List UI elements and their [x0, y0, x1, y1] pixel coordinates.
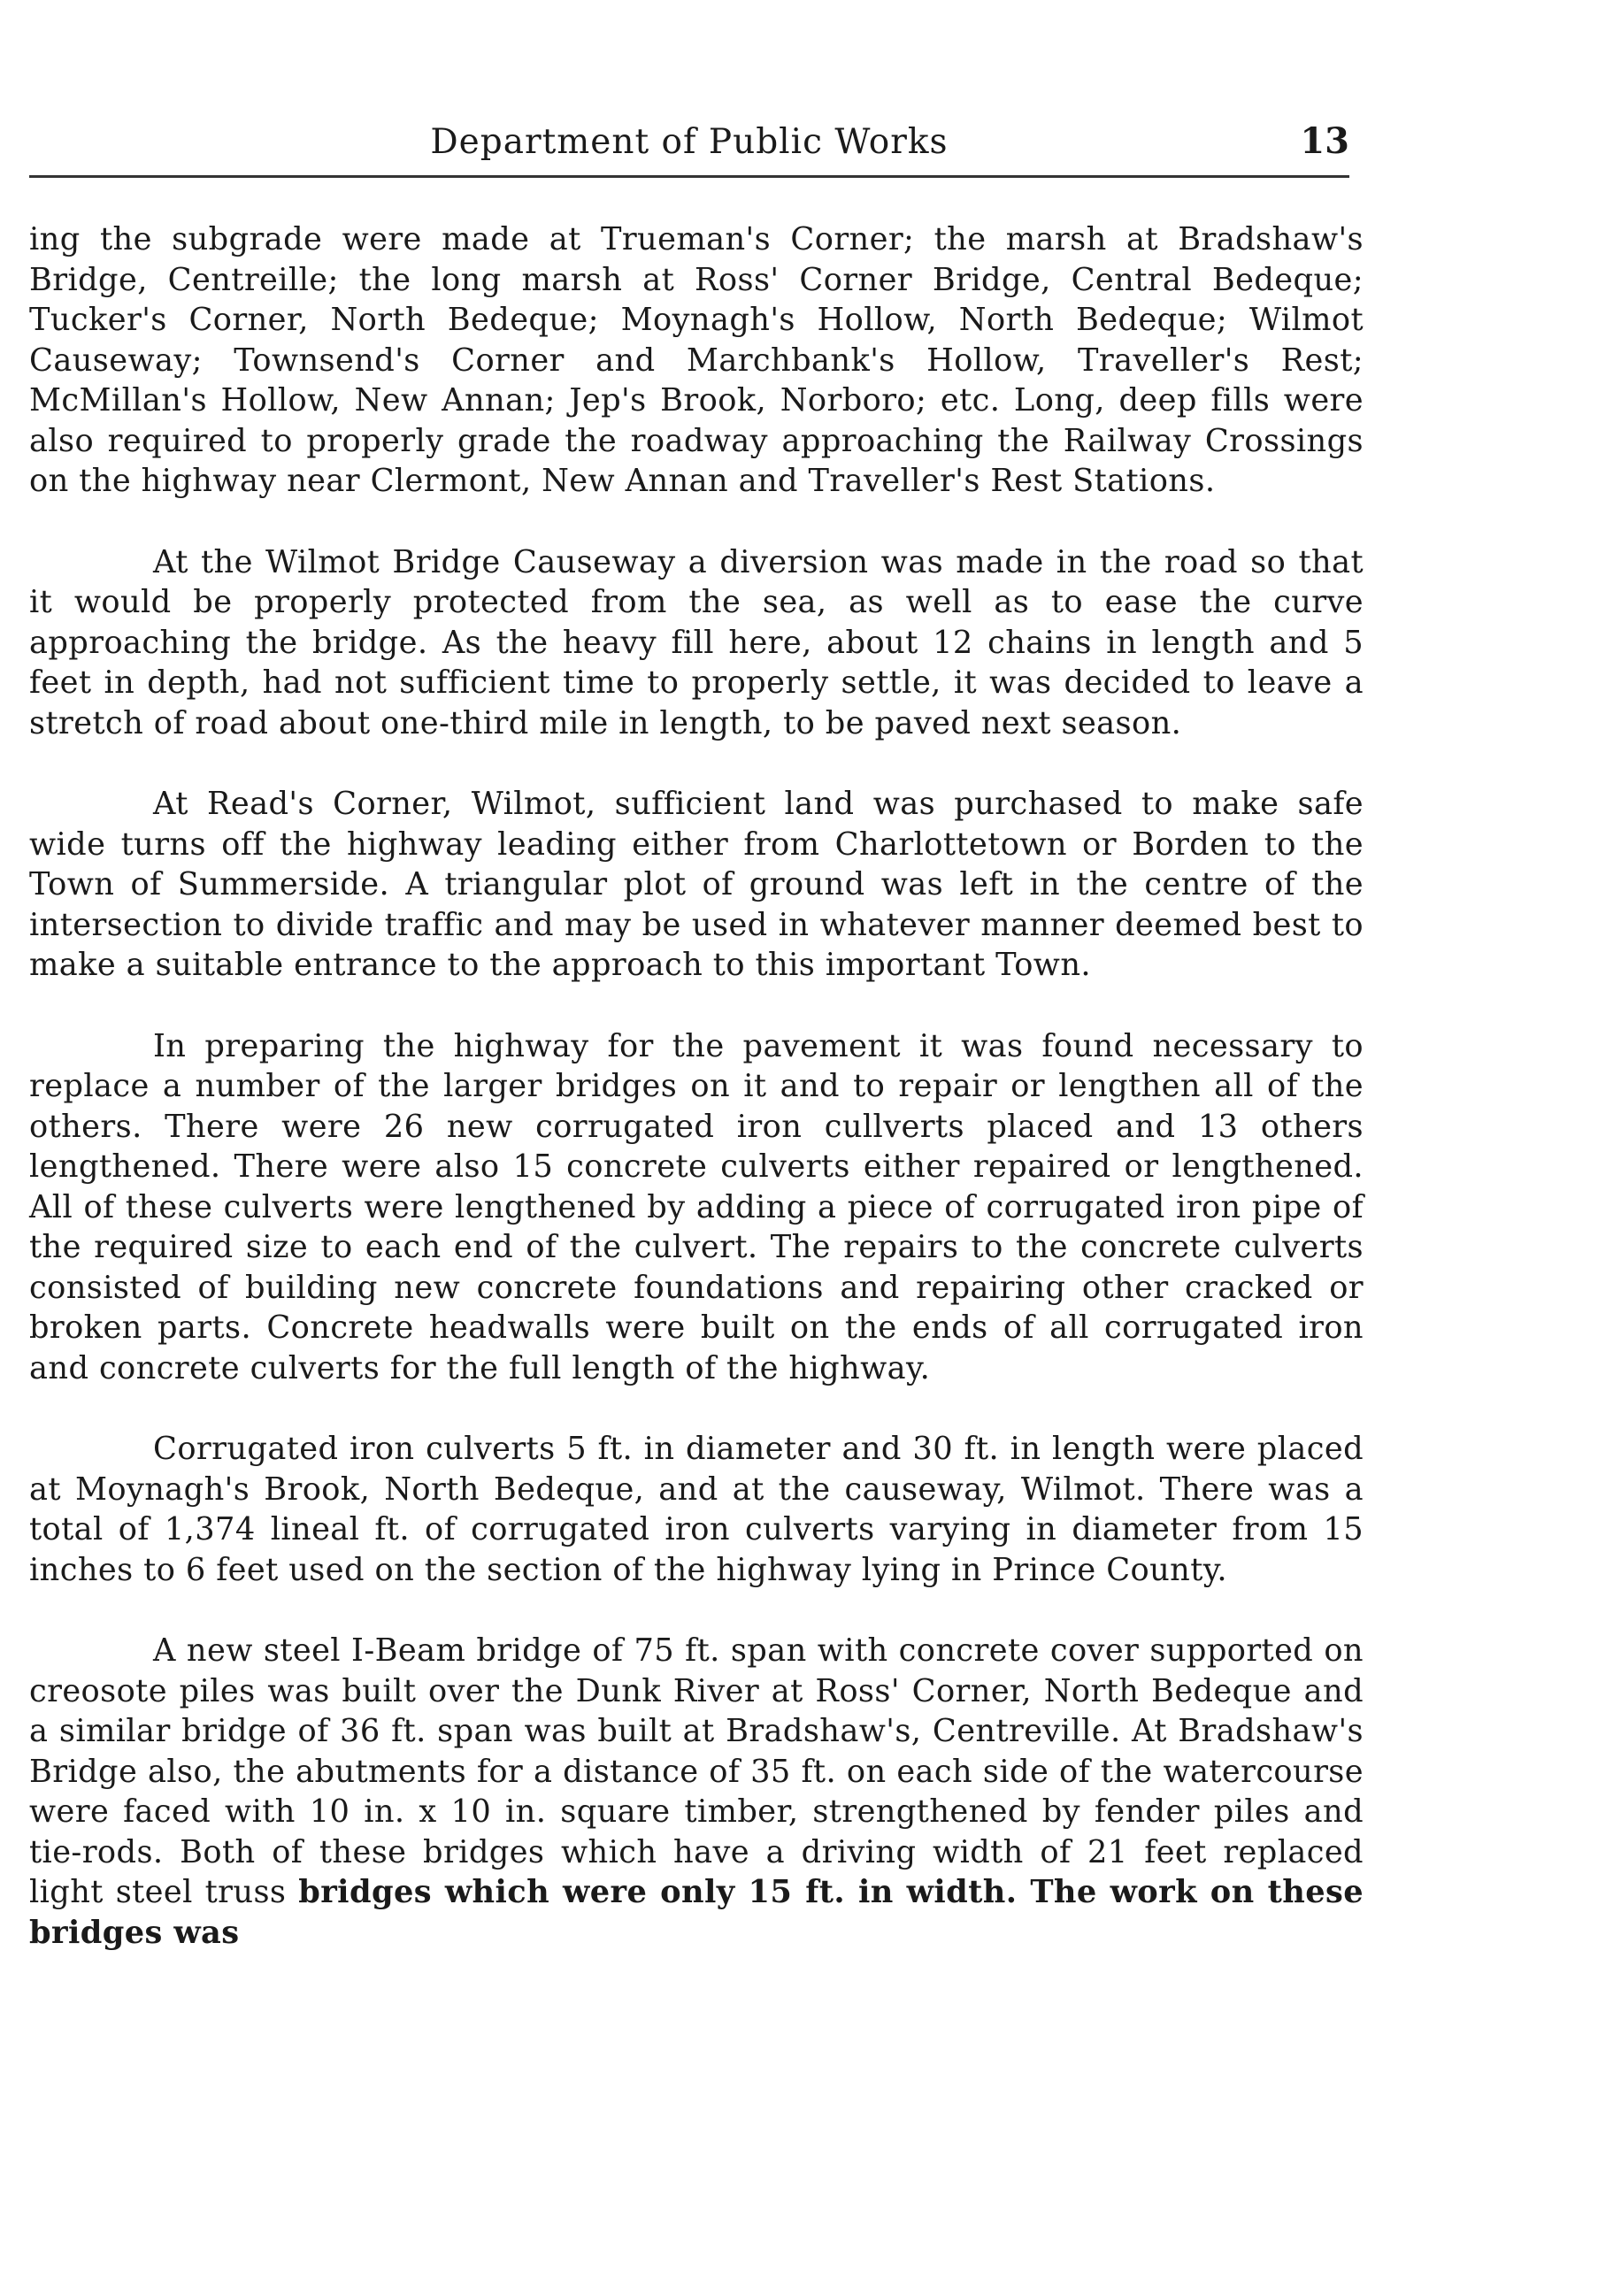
paragraph-2: At the Wilmot Bridge Causeway a diversion was made in the road so that it would be properly protected from the sea, as well as to ease the curve approaching the bridge. As the heavy fill here, about 12 chains in length and 5 feet in depth, had not sufficient time to properly settle, it was decided to leave a stretch of road about one-third mile in length, to be paved next season. — [29, 543, 1364, 741]
paragraph-6 — [29, 1631, 1364, 1953]
body-text — [29, 219, 1364, 1953]
running-title: Department of Public Works — [430, 122, 949, 162]
page-number: 13 — [1300, 120, 1349, 162]
paragraph-3: At Read's Corner, Wilmot, sufficient land was purchased to make safe wide turns off the highway leading either from Charlottetown or Borden to the Town of Summerside. A triangular plot of ground was left in the centre of the intersection to divide traffic and may be used in whatever manner deemed best to make a suitable entrance to the approach to this important Town. — [29, 786, 1364, 983]
paragraph-4: In preparing the highway for the pavement it was found necessary to replace a number of the larger bridges on it and to repair or lengthen all of the others. There were 26 new corrugated iron cullverts placed and 13 others lengthened. There were also 15 concrete culverts either repaired or lengthened. All of these culverts were lengthened by adding a piece of corrugated iron pipe of the required size to each end of the culvert. The repairs to the concrete culverts consisted of building new concrete foundations and repairing other cracked or broken parts. Concrete headwalls were built on the ends of all corrugated iron and concrete culverts for the full length of the highway. — [29, 1027, 1364, 1386]
paragraph-1: ing the subgrade were made at Trueman's Corner; the marsh at Bradshaw's Bridge, Centreille; the long marsh at Ross' Corner Bridge, Central Bedeque; Tucker's Corner, North Bedeque; Moynagh's Hollow, North Bedeque; Wilmot Causeway; Townsend's Corner and Marchbank's Hollow, Traveller's Rest; McMillan's Hollow, New Annan; Jep's Brook, Norboro; etc. Long, deep fills were also required to properly grade the roadway approaching the Railway Crossings on the highway near Clermont, New Annan and Traveller's Rest Stations. — [29, 221, 1364, 499]
paragraph-6-tail: bridges which were only 15 ft. in width. The work on these bridges was — [29, 1874, 1364, 1951]
running-header — [29, 113, 1349, 178]
paragraph-6-text: A new steel I-Beam bridge of 75 ft. span with concrete cover supported on creosote piles was built over the Dunk River at Ross' Corner, North Bedeque and a similar bridge of 36 ft. span was built at Bradshaw's, Centreville. At Bradshaw's Bridge also, the abutments for a distance of 35 ft. on each side of the watercourse were faced with 10 in. x 10 in. square timber, strengthened by fender piles and tie-rods. Both of these bridges which have a driving width of 21 feet replaced light steel truss — [29, 1632, 1364, 1910]
paragraph-5: Corrugated iron culverts 5 ft. in diameter and 30 ft. in length were placed at Moynagh's Brook, North Bedeque, and at the causeway, Wilmot. There was a total of 1,374 lineal ft. of corrugated iron culverts varying in diameter from 15 inches to 6 feet used on the section of the highway lying in Prince County. — [29, 1431, 1364, 1588]
